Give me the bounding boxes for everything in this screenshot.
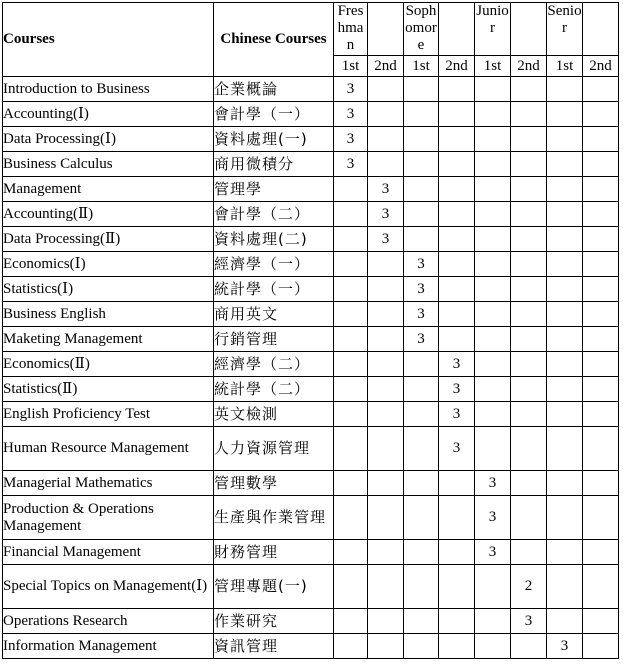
credit-value: 3 (334, 152, 368, 177)
credit-cell-empty (404, 377, 439, 402)
course-name-zh: 管理專題(一) (214, 565, 334, 609)
credit-cell-empty (404, 565, 439, 609)
credit-cell-empty (439, 177, 475, 202)
credit-value: 3 (439, 427, 475, 471)
chinese-courses-header: Chinese Courses (214, 3, 334, 77)
credit-cell-empty (368, 352, 404, 377)
credit-cell-empty (439, 327, 475, 352)
credit-cell-empty (368, 277, 404, 302)
table-row (3, 427, 619, 471)
course-name-en: Statistics(Ⅱ) (3, 377, 214, 402)
course-name-zh: 人力資源管理 (214, 427, 334, 471)
credit-cell-empty (583, 609, 619, 634)
course-name-en: English Proficiency Test (3, 402, 214, 427)
credit-cell-empty (511, 634, 547, 659)
course-name-zh: 資訊管理 (214, 634, 334, 659)
credit-cell-empty (511, 402, 547, 427)
credit-cell-empty (439, 565, 475, 609)
credit-cell-empty (583, 202, 619, 227)
credit-cell-empty (475, 352, 511, 377)
credit-cell-empty (404, 540, 439, 565)
credit-cell-empty (439, 77, 475, 102)
course-name-en: Economics(Ⅰ) (3, 252, 214, 277)
credit-cell-empty (547, 127, 583, 152)
credit-cell-empty (404, 202, 439, 227)
credit-cell-empty (404, 609, 439, 634)
course-name-zh: 行銷管理 (214, 327, 334, 352)
course-name-en: Data Processing(Ⅰ) (3, 127, 214, 152)
credit-cell-empty (547, 496, 583, 540)
credit-cell-empty (583, 634, 619, 659)
credit-cell-empty (475, 127, 511, 152)
table-row (3, 102, 619, 127)
semester-header: 2nd (583, 56, 619, 77)
table-row (3, 565, 619, 609)
credit-value: 3 (368, 202, 404, 227)
credit-cell-empty (475, 427, 511, 471)
course-name-zh: 會計學（一） (214, 102, 334, 127)
credit-value: 3 (547, 634, 583, 659)
table-row (3, 402, 619, 427)
credit-cell-empty (439, 127, 475, 152)
credit-cell-empty (583, 252, 619, 277)
credit-cell-empty (583, 565, 619, 609)
credit-cell-empty (475, 327, 511, 352)
credit-cell-empty (583, 427, 619, 471)
credit-value: 3 (404, 252, 439, 277)
credit-cell-empty (475, 377, 511, 402)
credit-cell-empty (511, 177, 547, 202)
credit-cell-empty (511, 352, 547, 377)
credit-cell-empty (334, 202, 368, 227)
credit-cell-empty (475, 634, 511, 659)
credit-cell-empty (334, 177, 368, 202)
credit-cell-empty (583, 327, 619, 352)
credit-cell-empty (511, 77, 547, 102)
course-name-zh: 商用微積分 (214, 152, 334, 177)
credit-cell-empty (404, 496, 439, 540)
course-name-zh: 英文檢測 (214, 402, 334, 427)
credit-cell-empty (368, 427, 404, 471)
credit-cell-empty (547, 565, 583, 609)
credit-cell-empty (475, 252, 511, 277)
credit-cell-empty (583, 402, 619, 427)
credit-cell-empty (439, 302, 475, 327)
credit-value: 3 (475, 540, 511, 565)
credit-cell-empty (439, 152, 475, 177)
credit-cell-empty (439, 540, 475, 565)
table-row (3, 202, 619, 227)
credit-cell-empty (547, 252, 583, 277)
course-name-en: Management (3, 177, 214, 202)
course-name-en: Maketing Management (3, 327, 214, 352)
credit-cell-empty (368, 540, 404, 565)
course-name-en: Accounting(Ⅰ) (3, 102, 214, 127)
course-name-en: Financial Management (3, 540, 214, 565)
year-header-blank (368, 3, 404, 56)
table-row (3, 471, 619, 496)
credit-cell-empty (583, 177, 619, 202)
course-name-zh: 統計學（一） (214, 277, 334, 302)
credit-cell-empty (404, 427, 439, 471)
credit-cell-empty (334, 352, 368, 377)
credit-cell-empty (404, 471, 439, 496)
credit-cell-empty (475, 402, 511, 427)
course-name-zh: 經濟學（二） (214, 352, 334, 377)
credit-cell-empty (368, 127, 404, 152)
year-header-blank (439, 3, 475, 56)
credit-cell-empty (439, 227, 475, 252)
credit-cell-empty (475, 202, 511, 227)
credit-value: 3 (368, 177, 404, 202)
credit-cell-empty (583, 277, 619, 302)
year-header-sophomore: Sophomore (404, 3, 439, 56)
credit-cell-empty (404, 352, 439, 377)
semester-header: 2nd (439, 56, 475, 77)
credit-value: 3 (439, 402, 475, 427)
semester-header: 2nd (511, 56, 547, 77)
course-name-en: Information Management (3, 634, 214, 659)
credit-cell-empty (334, 402, 368, 427)
credit-cell-empty (404, 402, 439, 427)
course-name-en: Statistics(Ⅰ) (3, 277, 214, 302)
credit-cell-empty (368, 402, 404, 427)
credit-cell-empty (511, 471, 547, 496)
credit-cell-empty (547, 152, 583, 177)
credit-cell-empty (583, 471, 619, 496)
credit-cell-empty (547, 471, 583, 496)
table-row (3, 302, 619, 327)
table-body (3, 3, 619, 659)
credit-cell-empty (583, 227, 619, 252)
credit-cell-empty (334, 540, 368, 565)
table-row (3, 227, 619, 252)
credit-value: 3 (404, 327, 439, 352)
credit-cell-empty (511, 427, 547, 471)
credit-cell-empty (334, 277, 368, 302)
credit-cell-empty (368, 634, 404, 659)
credit-cell-empty (511, 540, 547, 565)
credit-cell-empty (511, 152, 547, 177)
credit-cell-empty (547, 202, 583, 227)
credit-cell-empty (547, 402, 583, 427)
credit-cell-empty (547, 227, 583, 252)
course-name-en: Production & Operations Management (3, 496, 214, 540)
credit-cell-empty (368, 252, 404, 277)
credit-cell-empty (511, 227, 547, 252)
table-row (3, 377, 619, 402)
credit-cell-empty (439, 609, 475, 634)
course-name-zh: 統計學（二） (214, 377, 334, 402)
credit-value: 2 (511, 565, 547, 609)
credit-value: 3 (334, 77, 368, 102)
course-name-zh: 會計學（二） (214, 202, 334, 227)
credit-cell-empty (439, 634, 475, 659)
credit-cell-empty (511, 377, 547, 402)
credit-cell-empty (334, 427, 368, 471)
credit-cell-empty (439, 202, 475, 227)
course-table (2, 2, 619, 659)
semester-header: 1st (334, 56, 368, 77)
credit-cell-empty (547, 177, 583, 202)
credit-cell-empty (439, 471, 475, 496)
semester-header: 2nd (368, 56, 404, 77)
course-name-zh: 管理數學 (214, 471, 334, 496)
credit-cell-empty (404, 102, 439, 127)
course-name-en: Economics(Ⅱ) (3, 352, 214, 377)
credit-cell-empty (511, 202, 547, 227)
course-name-en: Data Processing(Ⅱ) (3, 227, 214, 252)
course-name-en: Business English (3, 302, 214, 327)
table-row (3, 177, 619, 202)
credit-cell-empty (547, 302, 583, 327)
course-name-en: Human Resource Management (3, 427, 214, 471)
credit-cell-empty (547, 327, 583, 352)
credit-cell-empty (334, 377, 368, 402)
year-header-senior: Senior (547, 3, 583, 56)
credit-cell-empty (404, 634, 439, 659)
course-name-en: Business Calculus (3, 152, 214, 177)
credit-cell-empty (511, 127, 547, 152)
table-row (3, 127, 619, 152)
table-row (3, 77, 619, 102)
credit-cell-empty (334, 327, 368, 352)
semester-header: 1st (404, 56, 439, 77)
credit-cell-empty (404, 77, 439, 102)
table-row (3, 327, 619, 352)
credit-cell-empty (475, 302, 511, 327)
course-name-en: Special Topics on Management(Ⅰ) (3, 565, 214, 609)
credit-cell-empty (368, 565, 404, 609)
credit-cell-empty (404, 227, 439, 252)
credit-cell-empty (368, 102, 404, 127)
credit-cell-empty (404, 152, 439, 177)
credit-cell-empty (475, 102, 511, 127)
course-name-en: Managerial Mathematics (3, 471, 214, 496)
table-row (3, 634, 619, 659)
credit-value: 3 (404, 277, 439, 302)
credit-cell-empty (511, 252, 547, 277)
course-name-zh: 生產與作業管理 (214, 496, 334, 540)
credit-cell-empty (583, 352, 619, 377)
credit-cell-empty (334, 634, 368, 659)
year-header-blank (583, 3, 619, 56)
table-row (3, 252, 619, 277)
table-row (3, 540, 619, 565)
table-row (3, 152, 619, 177)
credit-cell-empty (439, 277, 475, 302)
credit-cell-empty (368, 609, 404, 634)
semester-header: 1st (547, 56, 583, 77)
credit-cell-empty (511, 496, 547, 540)
credit-value: 3 (334, 102, 368, 127)
credit-cell-empty (439, 496, 475, 540)
credit-value: 3 (475, 496, 511, 540)
course-name-zh: 資料處理(一) (214, 127, 334, 152)
credit-cell-empty (475, 77, 511, 102)
credit-value: 3 (404, 302, 439, 327)
credit-cell-empty (583, 302, 619, 327)
credit-cell-empty (439, 252, 475, 277)
credit-cell-empty (475, 565, 511, 609)
credit-cell-empty (475, 152, 511, 177)
credit-cell-empty (475, 227, 511, 252)
credit-cell-empty (368, 496, 404, 540)
course-name-zh: 作業研究 (214, 609, 334, 634)
year-header-freshman: Freshman (334, 3, 368, 56)
credit-value: 3 (511, 609, 547, 634)
credit-cell-empty (547, 352, 583, 377)
credit-cell-empty (511, 302, 547, 327)
course-name-zh: 經濟學（一） (214, 252, 334, 277)
credit-cell-empty (334, 227, 368, 252)
course-name-en: Introduction to Business (3, 77, 214, 102)
credit-cell-empty (511, 277, 547, 302)
header-row (3, 3, 619, 56)
credit-cell-empty (368, 302, 404, 327)
credit-cell-empty (404, 177, 439, 202)
course-name-en: Accounting(Ⅱ) (3, 202, 214, 227)
credit-cell-empty (583, 127, 619, 152)
credit-cell-empty (511, 327, 547, 352)
credit-cell-empty (547, 77, 583, 102)
table-row (3, 277, 619, 302)
credit-cell-empty (334, 252, 368, 277)
course-name-zh: 企業概論 (214, 77, 334, 102)
credit-cell-empty (368, 152, 404, 177)
table-row (3, 609, 619, 634)
credit-cell-empty (583, 496, 619, 540)
course-name-zh: 資料處理(二) (214, 227, 334, 252)
credit-cell-empty (368, 377, 404, 402)
table-row (3, 352, 619, 377)
credit-cell-empty (368, 471, 404, 496)
credit-cell-empty (547, 102, 583, 127)
credit-cell-empty (547, 427, 583, 471)
credit-cell-empty (583, 152, 619, 177)
credit-value: 3 (439, 377, 475, 402)
credit-cell-empty (334, 471, 368, 496)
credit-value: 3 (439, 352, 475, 377)
credit-value: 3 (475, 471, 511, 496)
credit-cell-empty (404, 127, 439, 152)
credit-cell-empty (368, 327, 404, 352)
credit-cell-empty (439, 102, 475, 127)
credit-cell-empty (511, 102, 547, 127)
credit-cell-empty (547, 377, 583, 402)
courses-header: Courses (3, 3, 214, 77)
credit-cell-empty (475, 177, 511, 202)
credit-cell-empty (547, 609, 583, 634)
course-name-zh: 管理學 (214, 177, 334, 202)
credit-cell-empty (334, 565, 368, 609)
credit-cell-empty (583, 77, 619, 102)
credit-value: 3 (368, 227, 404, 252)
credit-cell-empty (583, 377, 619, 402)
course-name-zh: 財務管理 (214, 540, 334, 565)
course-name-zh: 商用英文 (214, 302, 334, 327)
credit-cell-empty (368, 77, 404, 102)
year-header-blank (511, 3, 547, 56)
credit-cell-empty (547, 277, 583, 302)
course-name-en: Operations Research (3, 609, 214, 634)
credit-cell-empty (583, 102, 619, 127)
credit-cell-empty (334, 609, 368, 634)
credit-cell-empty (547, 540, 583, 565)
credit-cell-empty (334, 496, 368, 540)
semester-header: 1st (475, 56, 511, 77)
credit-value: 3 (334, 127, 368, 152)
credit-cell-empty (583, 540, 619, 565)
credit-cell-empty (475, 277, 511, 302)
credit-cell-empty (475, 609, 511, 634)
credit-cell-empty (334, 302, 368, 327)
table-row (3, 496, 619, 540)
year-header-junior: Junior (475, 3, 511, 56)
